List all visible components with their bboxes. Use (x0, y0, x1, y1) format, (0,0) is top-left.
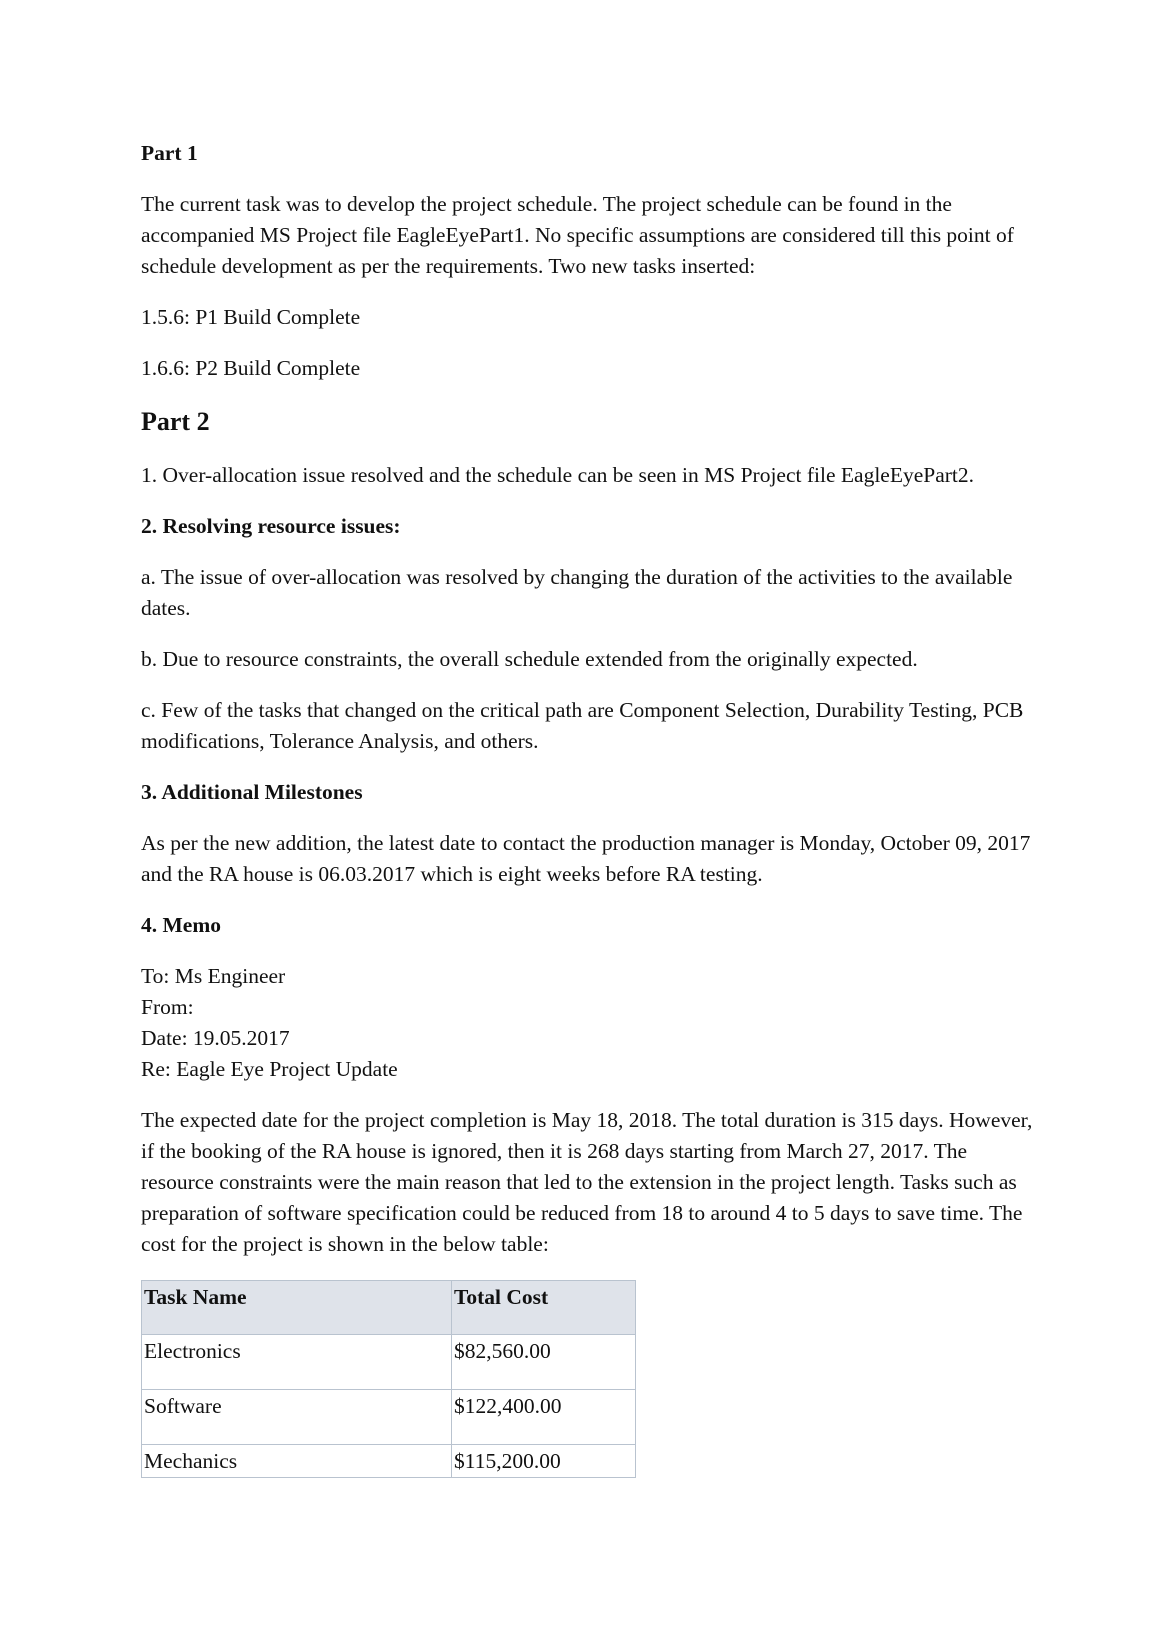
part1-heading: Part 1 (141, 141, 198, 165)
part2-heading: Part 2 (141, 407, 210, 436)
memo-from: From: (141, 995, 194, 1019)
memo-header-block (141, 961, 1041, 1085)
memo-re: Re: Eagle Eye Project Update (141, 1057, 398, 1081)
memo-date: Date: 19.05.2017 (141, 1026, 290, 1050)
total-cost-cell: $82,560.00 (452, 1335, 636, 1390)
task-name-cell: Electronics (142, 1335, 452, 1390)
resolving-point-a: a. The issue of over-allocation was resolved by changing the duration of the activities to the available dates. (141, 565, 1013, 620)
column-header-total-cost: Total Cost (452, 1281, 636, 1335)
table-row (142, 1445, 636, 1478)
document-page (141, 138, 1041, 1478)
column-header-task-name: Task Name (142, 1281, 452, 1335)
memo-to: To: Ms Engineer (141, 964, 286, 988)
task-name-cell: Software (142, 1390, 452, 1445)
resolving-point-b: b. Due to resource constraints, the overall schedule extended from the originally expected. (141, 647, 918, 671)
part2-item-1: 1. Over-allocation issue resolved and the schedule can be seen in MS Project file EagleEyePart2. (141, 463, 975, 487)
table-row (142, 1335, 636, 1390)
table-row (142, 1390, 636, 1445)
total-cost-cell: $115,200.00 (452, 1445, 636, 1478)
task-name-cell: Mechanics (142, 1445, 452, 1478)
resolving-resource-issues-heading: 2. Resolving resource issues: (141, 514, 401, 538)
table-header-row (142, 1281, 636, 1335)
memo-body-paragraph: The expected date for the project completion is May 18, 2018. The total duration is 315 days. However, if the booking of the RA house is ignored, then it is 268 days starting from March 27, 2017. The resource constraints were the main reason that led to the extension in the project length. Tasks such as preparation of software specification could be reduced from 18 to around 4 to 5 days to save time. The cost for the project is shown in the below table: (141, 1108, 1033, 1256)
inserted-task-1: 1.5.6: P1 Build Complete (141, 305, 361, 329)
part1-intro-paragraph: The current task was to develop the project schedule. The project schedule can be found in the accompanied MS Project file EagleEyePart1. No specific assumptions are considered till this point of schedule development as per the requirements. Two new tasks inserted: (141, 192, 1014, 278)
memo-heading: 4. Memo (141, 913, 221, 937)
cost-table (141, 1280, 636, 1478)
resolving-point-c: c. Few of the tasks that changed on the critical path are Component Selection, Durability Testing, PCB modifications, Tolerance Analysis, and others. (141, 698, 1024, 753)
inserted-task-2: 1.6.6: P2 Build Complete (141, 356, 361, 380)
additional-milestones-paragraph: As per the new addition, the latest date to contact the production manager is Monday, October 09, 2017 and the RA house is 06.03.2017 which is eight weeks before RA testing. (141, 831, 1031, 886)
additional-milestones-heading: 3. Additional Milestones (141, 780, 363, 804)
total-cost-cell: $122,400.00 (452, 1390, 636, 1445)
